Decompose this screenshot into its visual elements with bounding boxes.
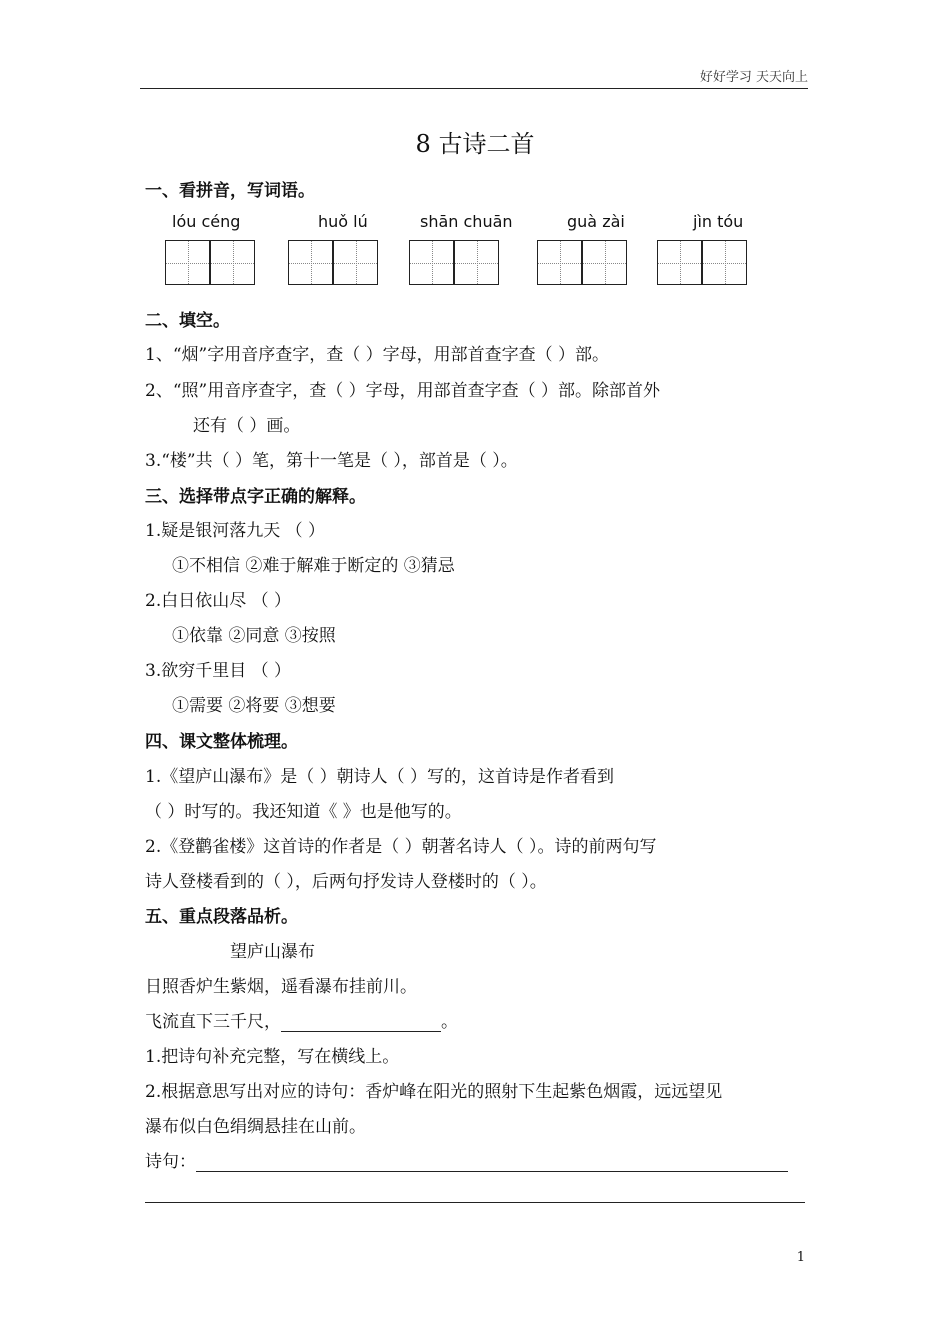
sec4-q1b: （ ）时写的。我还知道《 》也是他写的。 (145, 802, 462, 822)
answer-label: 诗句： (145, 1152, 196, 1172)
header-rule (140, 88, 808, 89)
sec3-q1-options: ①不相信 ②难于解难于断定的 ③猜忌 (172, 556, 455, 576)
poem-line-2-text: 飞流直下三千尺， (145, 1012, 281, 1032)
poem-line-2-end: 。 (441, 1012, 458, 1032)
writing-grid-2[interactable] (288, 240, 380, 286)
section-3-heading: 三、选择带点字正确的解释。 (145, 487, 366, 507)
writing-grid-1[interactable] (165, 240, 257, 286)
page-number: 1 (796, 1250, 805, 1265)
section-1-heading: 一、看拼音，写词语。 (145, 181, 315, 201)
writing-grid-5[interactable] (657, 240, 749, 286)
sec2-q2b: 还有（ ）画。 (193, 416, 301, 436)
pinyin-3: shān chuān (420, 212, 513, 231)
sec5-q2a: 2.根据意思写出对应的诗句：香炉峰在阳光的照射下生起紫色烟霞，远远望见 (145, 1082, 723, 1102)
pinyin-4: guà zài (567, 212, 625, 231)
section-4-heading: 四、课文整体梳理。 (145, 732, 298, 752)
sec5-q2b: 瀑布似白色绢绸悬挂在山前。 (145, 1117, 366, 1137)
poem-answer-blank[interactable] (281, 1013, 441, 1032)
poem-line-2 (145, 1007, 458, 1032)
sec3-q3-options: ①需要 ②将要 ③想要 (172, 696, 336, 716)
sec3-q2-options: ①依靠 ②同意 ③按照 (172, 626, 336, 646)
pinyin-2: huǒ lú (318, 212, 368, 231)
section-5-heading: 五、重点段落品析。 (145, 907, 298, 927)
poem-title: 望庐山瀑布 (230, 942, 315, 962)
poem-line-1: 日照香炉生紫烟，遥看瀑布挂前川。 (145, 977, 417, 997)
sec2-q3: 3.“楼”共（ ）笔，第十一笔是（ ），部首是（ ）。 (145, 451, 518, 471)
answer-blank[interactable] (196, 1153, 788, 1172)
section-2-heading: 二、填空。 (145, 311, 230, 331)
sec4-q2a: 2.《登鹳雀楼》这首诗的作者是（ ）朝著名诗人（ ）。诗的前两句写 (145, 837, 657, 857)
sec2-q1: 1、“烟”字用音序查字，查（ ）字母，用部首查字查（ ）部。 (145, 345, 610, 365)
answer-extra-line[interactable] (145, 1202, 805, 1203)
answer-line (145, 1147, 788, 1172)
sec2-q2a: 2、“照”用音序查字，查（ ）字母，用部首查字查（ ）部。除部首外 (145, 381, 661, 401)
sec3-q2: 2.白日依山尽 （ ） (145, 591, 292, 611)
sec5-q1: 1.把诗句补充完整，写在横线上。 (145, 1047, 400, 1067)
header-text: 好好学习 天天向上 (699, 70, 808, 85)
pinyin-5: jìn tóu (693, 212, 744, 231)
sec3-q3: 3.欲穷千里目 （ ） (145, 661, 292, 681)
sec3-q1: 1.疑是银河落九天 （ ） (145, 521, 326, 541)
writing-grid-4[interactable] (537, 240, 629, 286)
writing-grid-3[interactable] (409, 240, 501, 286)
pinyin-1: lóu céng (172, 212, 241, 231)
sec4-q1a: 1.《望庐山瀑布》是（ ）朝诗人（ ）写的，这首诗是作者看到 (145, 767, 615, 787)
sec4-q2b: 诗人登楼看到的（ ），后两句抒发诗人登楼时的（ ）。 (145, 872, 547, 892)
page-title: 8 古诗二首 (415, 130, 535, 158)
